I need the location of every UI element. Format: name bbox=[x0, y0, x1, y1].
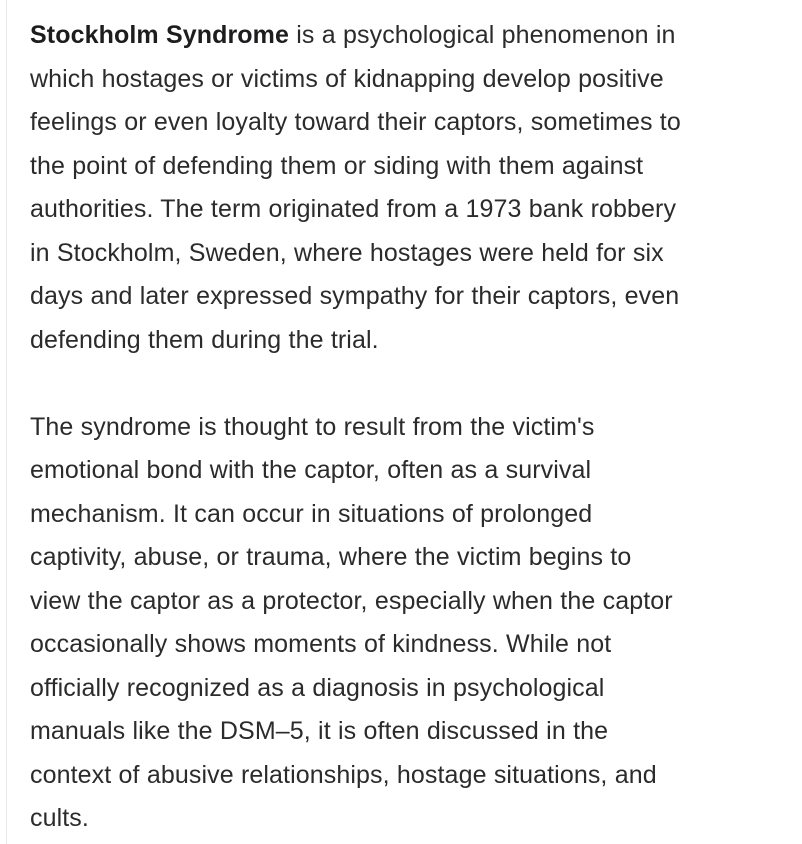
text-line: the point of defending them or siding with them against bbox=[30, 151, 644, 180]
text-line bbox=[30, 14, 778, 58]
text-line: emotional bond with the captor, often as a survival bbox=[30, 456, 592, 484]
text-line: cults. bbox=[30, 804, 89, 832]
text-line-remainder: is a psychological phenomenon in bbox=[289, 21, 676, 49]
text-line: manuals like the DSM–5, it is often discussed in the bbox=[30, 717, 609, 745]
text-line: which hostages or victims of kidnapping develop positive bbox=[30, 64, 664, 93]
text-line: feelings or even loyalty toward their captors, sometimes to bbox=[30, 108, 681, 136]
text-line: The syndrome is thought to result from the victim's bbox=[30, 412, 595, 441]
text-line: occasionally shows moments of kindness. While not bbox=[30, 630, 612, 658]
text-line: authorities. The term originated from a 1973 bank robbery bbox=[30, 195, 677, 223]
paragraph-mechanism bbox=[30, 406, 778, 841]
text-line: defending them during the trial. bbox=[30, 325, 379, 354]
lead-term: Stockholm Syndrome bbox=[30, 21, 289, 49]
text-line: days and later expressed sympathy for their captors, even bbox=[30, 282, 680, 310]
text-line: officially recognized as a diagnosis in psychological bbox=[30, 673, 605, 702]
text-line: mechanism. It can occur in situations of prolonged bbox=[30, 499, 593, 528]
text-line: view the captor as a protector, especially when the captor bbox=[30, 586, 673, 615]
text-line: context of abusive relationships, hostage situations, and bbox=[30, 760, 657, 789]
left-edge-divider bbox=[6, 0, 7, 844]
paragraph-definition bbox=[30, 14, 778, 362]
text-line: in Stockholm, Sweden, where hostages were held for six bbox=[30, 238, 664, 267]
text-line: captivity, abuse, or trauma, where the victim begins to bbox=[30, 543, 632, 571]
article-body bbox=[30, 14, 778, 841]
